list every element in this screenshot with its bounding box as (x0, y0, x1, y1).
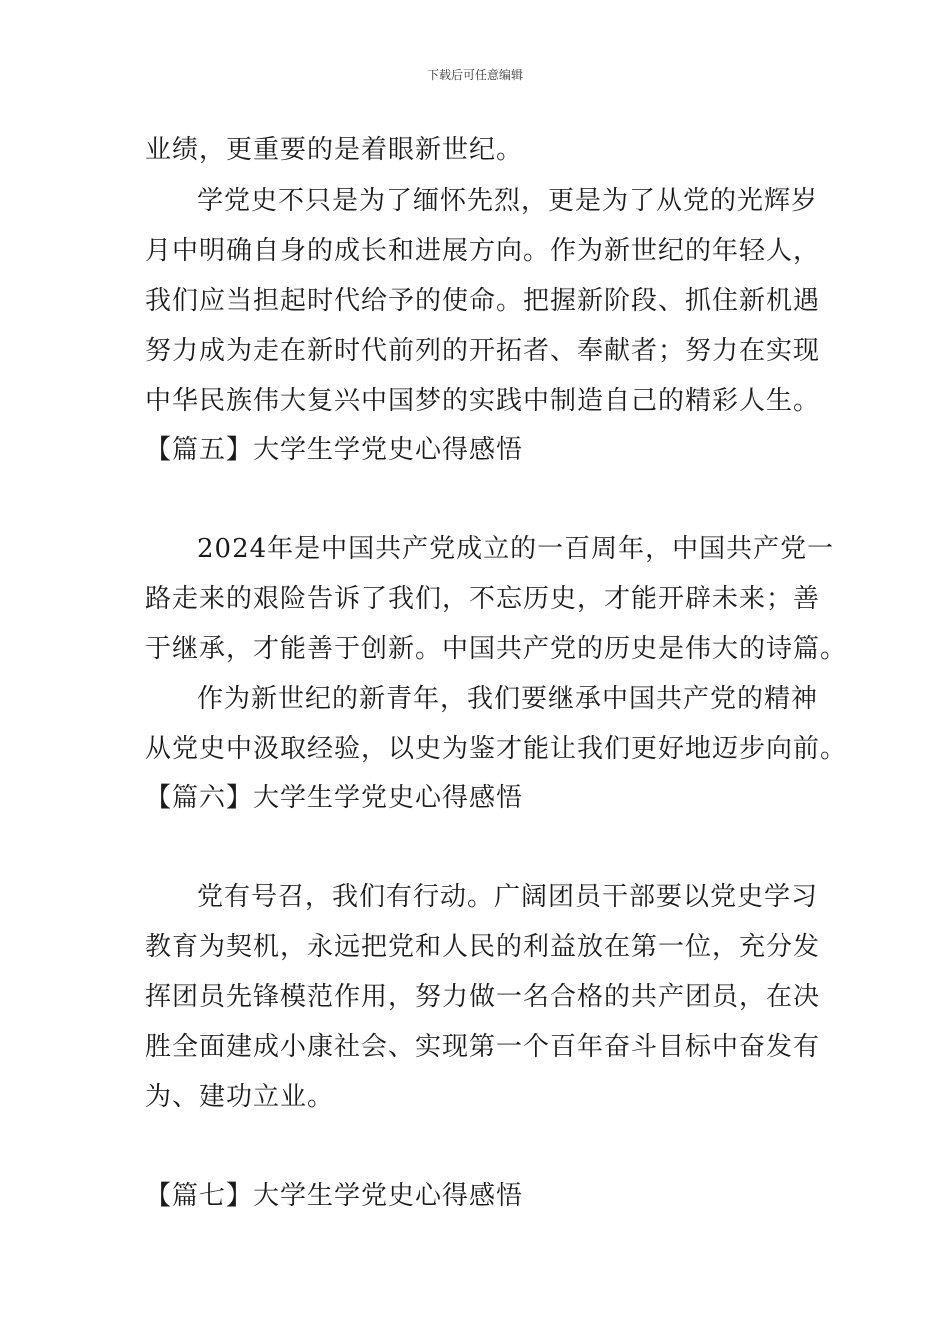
paragraph-line: 月中明确自身的成长和进展方向。作为新世纪的年轻人， (145, 236, 821, 266)
section-heading-7: 【篇七】大学生学党史心得感悟 (145, 1181, 524, 1211)
paragraph-line: 路走来的艰险告诉了我们，不忘历史，才能开辟未来；善 (145, 584, 821, 614)
paragraph-line: 挥团员先锋模范作用，努力做一名合格的共产团员，在决 (145, 982, 821, 1012)
paragraph-line: 业绩，更重要的是着眼新世纪。 (145, 135, 524, 165)
paragraph-line: 党有号召，我们有行动。广阔团员干部要以党史学习 (197, 882, 819, 912)
paragraph-line: 作为新世纪的新青年，我们要继承中国共产党的精神 (197, 684, 819, 714)
page-header-note: 下载后可任意编辑 (426, 68, 523, 82)
paragraph-line: 于继承，才能善于创新。中国共产党的历史是伟大的诗篇。 (145, 634, 848, 664)
paragraph-line: 努力成为走在新时代前列的开拓者、奉献者；努力在实现 (145, 336, 821, 366)
paragraph-line: 胜全面建成小康社会、实现第一个百年奋斗目标中奋发有 (145, 1032, 821, 1062)
paragraph-line: 我们应当担起时代给予的使命。把握新阶段、抓住新机遇 (145, 286, 821, 316)
paragraph-line: 中华民族伟大复兴中国梦的实践中制造自己的精彩人生。 (145, 386, 821, 416)
section-heading-5: 【篇五】大学生学党史心得感悟 (145, 435, 524, 465)
paragraph-line: 学党史不只是为了缅怀先烈，更是为了从党的光辉岁 (197, 186, 819, 216)
paragraph-line: 教育为契机，永远把党和人民的利益放在第一位，充分发 (145, 932, 821, 962)
section-heading-6: 【篇六】大学生学党史心得感悟 (145, 783, 524, 813)
paragraph-line: 从党史中汲取经验，以史为鉴才能让我们更好地迈步向前。 (145, 734, 848, 764)
paragraph-line: 2024年是中国共产党成立的一百周年，中国共产党一 (197, 534, 835, 564)
paragraph-line: 为、建功立业。 (145, 1082, 335, 1112)
